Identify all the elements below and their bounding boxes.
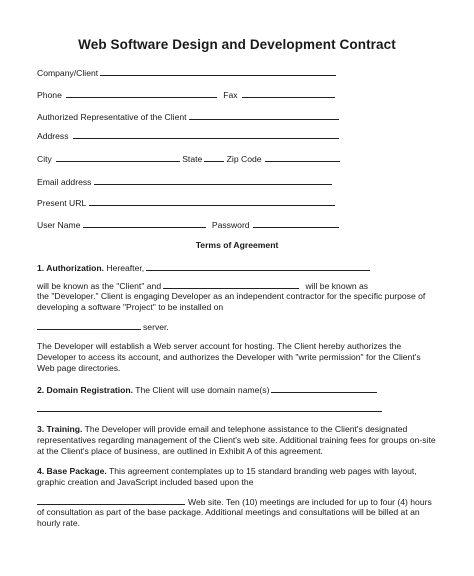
terms-heading: Terms of Agreement bbox=[195, 240, 279, 250]
document-title: Web Software Design and Development Contract bbox=[78, 37, 396, 52]
base-package-line-1 bbox=[37, 466, 417, 477]
user-name-input[interactable] bbox=[83, 219, 206, 228]
base-package-line-5: hourly rate. bbox=[37, 518, 80, 528]
fax-input[interactable] bbox=[242, 89, 335, 98]
address-row bbox=[37, 130, 339, 142]
present-url-input[interactable] bbox=[89, 197, 335, 206]
email-label: Email address bbox=[37, 177, 92, 187]
city-input[interactable] bbox=[56, 153, 180, 162]
phone-label: Phone bbox=[37, 90, 62, 100]
authorization-hereafter: Hereafter, bbox=[106, 263, 145, 273]
password-label: Password bbox=[211, 220, 250, 230]
domain-heading: 2. Domain Registration. bbox=[37, 385, 133, 395]
authorization-line-1 bbox=[37, 262, 370, 274]
company-client-input[interactable] bbox=[100, 67, 336, 76]
email-row bbox=[37, 176, 332, 188]
domain-line-1 bbox=[37, 384, 377, 396]
zip-input[interactable] bbox=[265, 153, 340, 162]
server-input[interactable] bbox=[37, 321, 141, 330]
domain-name-input-2[interactable] bbox=[37, 403, 382, 412]
authorization-server: server. bbox=[143, 322, 169, 332]
present-url-label: Present URL bbox=[37, 198, 87, 208]
user-name-label: User Name bbox=[37, 220, 81, 230]
address-input[interactable] bbox=[73, 130, 339, 139]
fax-label: Fax bbox=[223, 90, 238, 100]
authorization-p2-line-1: The Developer will establish a Web server account for hosting. The Client hereby authorizes the bbox=[37, 341, 402, 351]
state-input[interactable] bbox=[204, 153, 224, 162]
training-text-1: The Developer will provide email and telephone assistance to the Client's designated bbox=[84, 424, 408, 434]
city-state-zip-row bbox=[37, 153, 340, 165]
authorization-server-row bbox=[37, 321, 169, 333]
phone-fax-row bbox=[37, 89, 335, 101]
authorized-rep-input[interactable] bbox=[189, 111, 339, 120]
authorized-rep-label: Authorized Representative of the Client bbox=[37, 112, 187, 122]
base-package-line-2: graphic creation and JavaScript included based upon the bbox=[37, 477, 254, 487]
company-client-label: Company/Client bbox=[37, 68, 99, 78]
address-label: Address bbox=[37, 131, 69, 141]
domain-text: The Client will use domain name(s) bbox=[135, 385, 270, 395]
email-input[interactable] bbox=[94, 176, 332, 185]
authorization-heading: 1. Authorization. bbox=[37, 263, 104, 273]
base-package-line-4: of consultation as part of the base package. Additional meetings and consultations will be billed at an bbox=[37, 507, 420, 517]
present-url-row bbox=[37, 197, 335, 209]
authorization-known-client: will be known as the "Client" and bbox=[37, 281, 162, 291]
authorization-p2-line-3: Web page directories. bbox=[37, 363, 121, 373]
phone-input[interactable] bbox=[66, 89, 217, 98]
domain-name-input-1[interactable] bbox=[271, 384, 377, 393]
authorized-rep-row bbox=[37, 111, 339, 123]
domain-line-2 bbox=[37, 403, 382, 415]
company-client-row bbox=[37, 67, 336, 79]
authorization-p2-line-2: Developer to access its account, and authorizes the Developer with "write permission" for the Client's bbox=[37, 352, 421, 362]
base-package-heading: 4. Base Package. bbox=[37, 466, 107, 476]
training-heading: 3. Training. bbox=[37, 424, 83, 434]
city-label: City bbox=[37, 154, 52, 164]
developer-name-input[interactable] bbox=[163, 280, 299, 289]
zip-label: Zip Code bbox=[226, 154, 262, 164]
state-label: State bbox=[182, 154, 203, 164]
training-line-3: at the Client's place of business, are outlined in Exhibit A of this agreement. bbox=[37, 446, 323, 456]
training-line-2: representatives regarding management of the Client's web site. Additional training fees for groups on-site bbox=[37, 435, 436, 445]
training-line-1 bbox=[37, 424, 407, 435]
authorization-line-4: developing a software "Project" to be installed on bbox=[37, 302, 224, 312]
base-package-text-1: This agreement contemplates up to 15 standard branding web pages with layout, bbox=[109, 466, 417, 476]
authorization-line-3: the "Developer." Client is engaging Developer as an independent contractor for the specific purpose of bbox=[37, 291, 426, 301]
base-package-website: Web site. Ten (10) meetings are included for up to four (4) hours bbox=[188, 497, 432, 507]
client-name-input[interactable] bbox=[146, 262, 370, 271]
user-password-row bbox=[37, 219, 339, 231]
password-input[interactable] bbox=[253, 219, 339, 228]
authorization-known-as: will be known as bbox=[305, 281, 369, 291]
website-name-input[interactable] bbox=[37, 496, 185, 505]
